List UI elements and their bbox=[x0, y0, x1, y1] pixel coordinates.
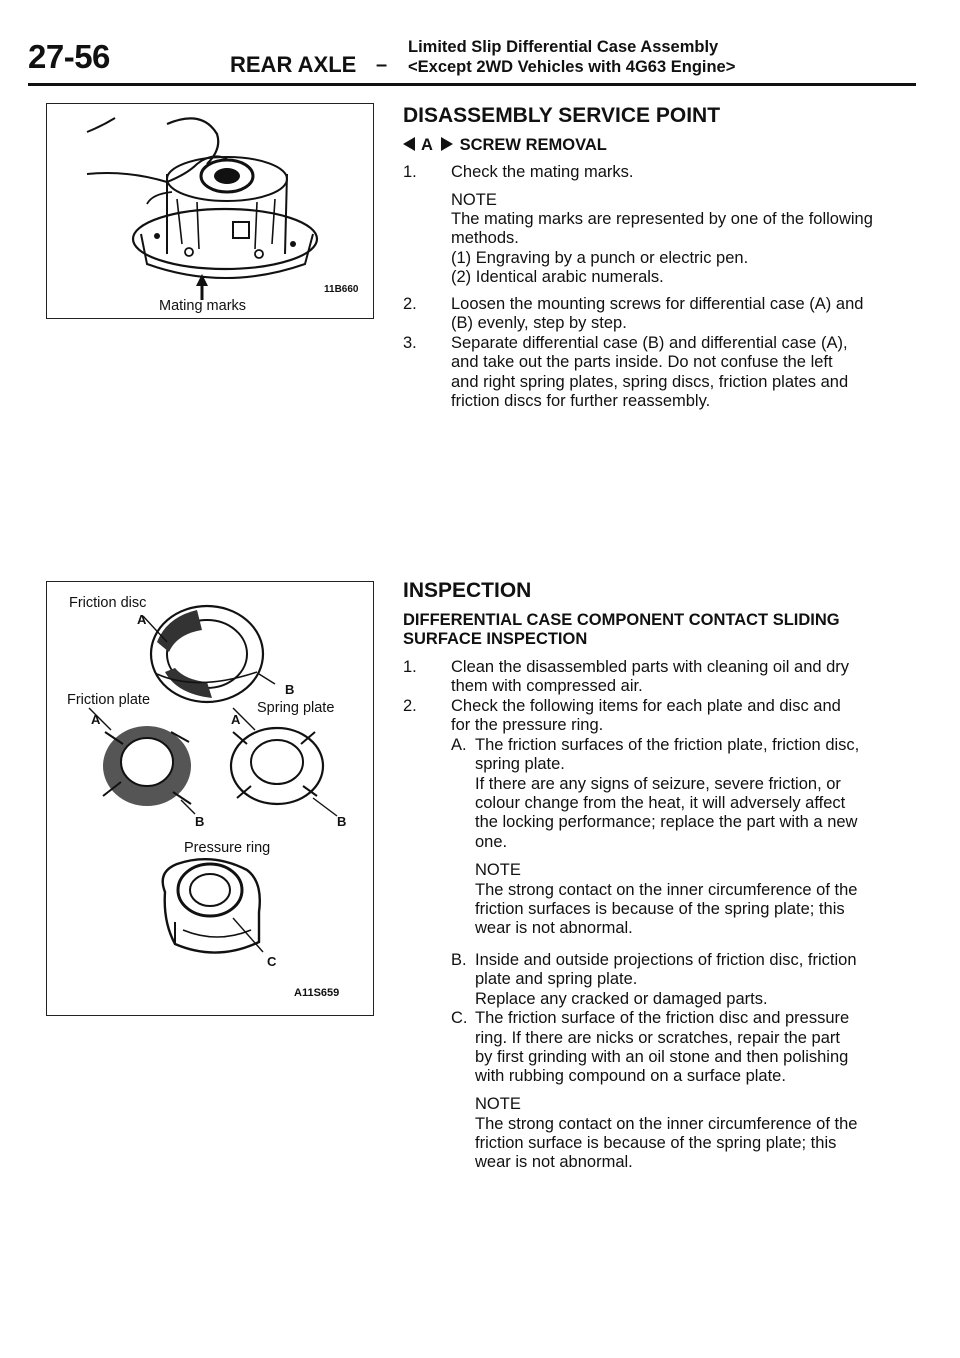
note-line: friction surfaces is because of the spring plate; this bbox=[475, 900, 845, 918]
disassembly-title: DISASSEMBLY SERVICE POINT bbox=[403, 104, 721, 127]
sub-text: one. bbox=[475, 833, 508, 851]
sub-text: ring. If there are nicks or scratches, repair the part bbox=[475, 1029, 840, 1047]
note-line: methods. bbox=[451, 229, 519, 247]
figure-mating-marks bbox=[46, 103, 374, 319]
item-number: 2. bbox=[403, 295, 417, 313]
item-number: 1. bbox=[403, 163, 417, 181]
sub-text: The friction surfaces of the friction plate, friction disc, bbox=[475, 736, 860, 754]
sub-letter: A. bbox=[451, 736, 467, 754]
figure-code: 11B660 bbox=[324, 284, 359, 295]
note-line: wear is not abnormal. bbox=[475, 919, 633, 937]
note-label: NOTE bbox=[475, 1095, 521, 1113]
inspection-subtitle: SURFACE INSPECTION bbox=[403, 630, 588, 648]
label-pressure-ring: Pressure ring bbox=[184, 840, 271, 856]
sub-text: the locking performance; replace the part with a new bbox=[475, 813, 858, 831]
letter-b-spring: B bbox=[337, 814, 347, 829]
label-friction-disc: Friction disc bbox=[69, 595, 147, 611]
note-line: The strong contact on the inner circumference of the bbox=[475, 881, 858, 899]
letter-b-plate: B bbox=[195, 814, 205, 829]
letter-c-ring: C bbox=[267, 954, 277, 969]
note-line: (2) Identical arabic numerals. bbox=[451, 268, 664, 286]
note-line: The strong contact on the inner circumference of the bbox=[475, 1115, 858, 1133]
note-line: friction surface is because of the spring plate; this bbox=[475, 1134, 837, 1152]
item-text: and right spring plates, spring discs, friction plates and bbox=[451, 373, 849, 391]
sub-text: colour change from the heat, it will adversely affect bbox=[475, 794, 846, 812]
item-text: Check the following items for each plate and disc and bbox=[451, 697, 841, 715]
item-text: Separate differential case (B) and differential case (A), bbox=[451, 334, 848, 352]
header-subtitle-2: <Except 2WD Vehicles with 4G63 Engine> bbox=[408, 58, 736, 76]
inspection-subtitle: DIFFERENTIAL CASE COMPONENT CONTACT SLIDING bbox=[403, 611, 840, 629]
sub-text: Replace any cracked or damaged parts. bbox=[475, 990, 768, 1008]
letter-a-plate: A bbox=[91, 712, 101, 727]
step-marker-letter: A bbox=[421, 136, 433, 154]
sub-text: Inside and outside projections of friction disc, friction bbox=[475, 951, 857, 969]
sub-text: plate and spring plate. bbox=[475, 970, 638, 988]
item-number: 3. bbox=[403, 334, 417, 352]
letter-a-spring: A bbox=[231, 712, 241, 727]
sub-text: by first grinding with an oil stone and then polishing bbox=[475, 1048, 849, 1066]
item-text: Check the mating marks. bbox=[451, 163, 634, 181]
letter-a-disc: A bbox=[137, 612, 147, 627]
note-line: The mating marks are represented by one of the following bbox=[451, 210, 873, 228]
note-label: NOTE bbox=[451, 191, 497, 209]
sub-text: with rubbing compound on a surface plate. bbox=[475, 1067, 786, 1085]
figure-code: A11S659 bbox=[294, 987, 340, 999]
figure-friction-components bbox=[46, 581, 374, 1016]
item-text: them with compressed air. bbox=[451, 677, 643, 695]
item-number: 1. bbox=[403, 658, 417, 676]
note-label: NOTE bbox=[475, 861, 521, 879]
item-text: Clean the disassembled parts with cleaning oil and dry bbox=[451, 658, 850, 676]
screw-removal-title: SCREW REMOVAL bbox=[459, 136, 607, 154]
header-dash: – bbox=[376, 54, 388, 76]
screw-removal-heading bbox=[403, 136, 607, 155]
page-number: 27-56 bbox=[28, 38, 110, 75]
sub-text: If there are any signs of seizure, severe friction, or bbox=[475, 775, 841, 793]
label-spring-plate: Spring plate bbox=[257, 700, 335, 716]
section-title: REAR AXLE bbox=[230, 52, 357, 77]
item-text: Loosen the mounting screws for differential case (A) and bbox=[451, 295, 864, 313]
sub-text: The friction surface of the friction disc and pressure bbox=[475, 1009, 850, 1027]
item-text: and take out the parts inside. Do not confuse the left bbox=[451, 353, 833, 371]
note-line: (1) Engraving by a punch or electric pen. bbox=[451, 249, 749, 267]
sub-text: spring plate. bbox=[475, 755, 565, 773]
header-rule bbox=[28, 83, 916, 86]
label-mating-marks: Mating marks bbox=[159, 298, 247, 314]
item-text: (B) evenly, step by step. bbox=[451, 314, 627, 332]
item-number: 2. bbox=[403, 697, 417, 715]
friction-components-illustration bbox=[47, 582, 373, 1015]
sub-letter: C. bbox=[451, 1009, 468, 1027]
sub-letter: B. bbox=[451, 951, 467, 969]
inspection-title: INSPECTION bbox=[403, 579, 532, 602]
item-text: for the pressure ring. bbox=[451, 716, 604, 734]
header-subtitle-1: Limited Slip Differential Case Assembly bbox=[408, 38, 719, 56]
note-line: wear is not abnormal. bbox=[475, 1153, 633, 1171]
label-friction-plate: Friction plate bbox=[67, 692, 151, 708]
letter-b-disc: B bbox=[285, 682, 295, 697]
item-text: friction discs for further reassembly. bbox=[451, 392, 711, 410]
